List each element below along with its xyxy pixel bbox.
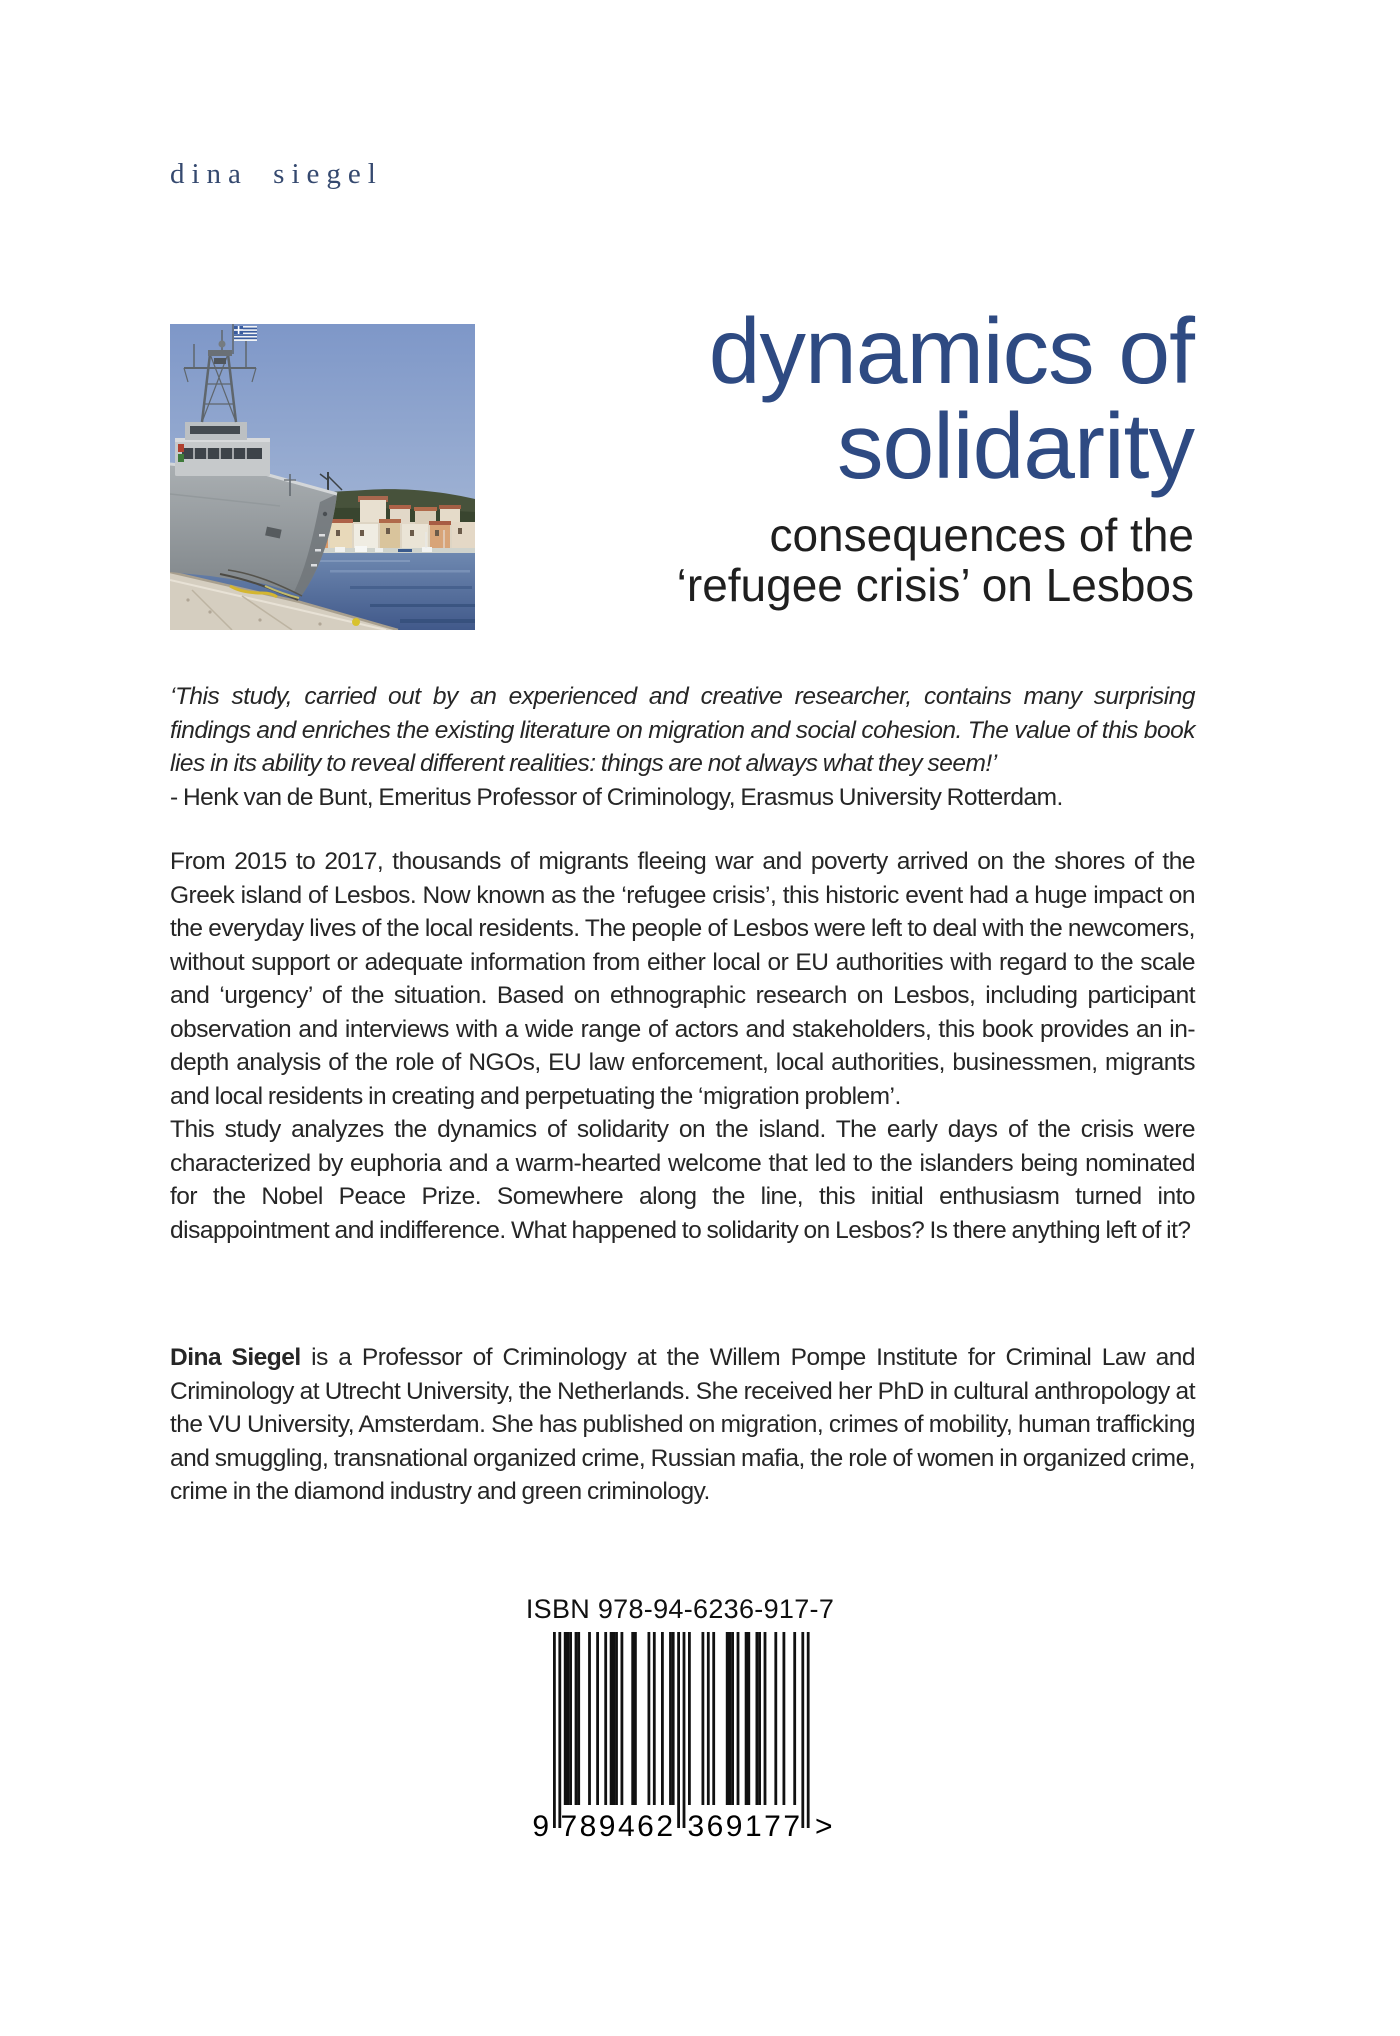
author-bio [170, 1341, 1195, 1509]
subtitle-line-2: ‘refugee crisis’ on Lesbos [676, 559, 1194, 611]
synopsis [170, 845, 1195, 1247]
synopsis-para-2: This study analyzes the dynamics of solidarity on the island. The early days of the crisis were characterized by euphoria and a warm-hearted welcome that led to the islanders being nominated for the Nobel Peace Prize. Somewhere along the line, this initial enthusiasm turned into disappointment and indifference. What happened to solidarity on Lesbos? Is there anything left of it? [170, 1116, 1195, 1244]
ean13-barcode [513, 1630, 847, 1840]
review-quote [170, 680, 1195, 814]
author-bio-paragraph [170, 1341, 1195, 1509]
book-title [708, 299, 1194, 498]
quote-text: ‘This study, carried out by an experienced and creative researcher, contains many surprising findings and enriches the existing literature on migration and social cohesion. The value of this book lies in its ability to reveal different realities: things are not always what they seem!’ [170, 683, 1195, 777]
svg-text:9: 9 [532, 1810, 549, 1840]
title-line-2: solidarity [837, 394, 1194, 498]
author-name: dina siegel [170, 158, 383, 190]
author-bio-text: is a Professor of Criminology at the Willem Pompe Institute for Criminal Law and Criminology at Utrecht University, the Netherlands. She received her PhD in cultural anthropology at the VU University, Amsterdam. She has published on migration, crimes of mobility, human trafficking and smuggling, transnational organized crime, Russian mafia, the role of women in organized crime, crime in the diamond industry and green criminology. [170, 1344, 1195, 1505]
title-line-1: dynamics of [708, 299, 1194, 403]
isbn-label: ISBN 978-94-6236-917-7 [525, 1594, 835, 1624]
svg-text:>: > [815, 1810, 833, 1840]
book-subtitle [677, 510, 1194, 610]
harbor-ship-photo [170, 324, 475, 630]
author-bio-name: Dina Siegel [170, 1344, 301, 1371]
subtitle-line-1: consequences of the [769, 509, 1194, 561]
quote-attribution: - Henk van de Bunt, Emeritus Professor of Criminology, Erasmus University Rotterdam. [170, 783, 1063, 811]
svg-text:369177: 369177 [687, 1810, 803, 1840]
synopsis-para-1: From 2015 to 2017, thousands of migrants fleeing war and poverty arrived on the shores of the Greek island of Lesbos. Now known as the ‘refugee crisis’, this historic event had a huge impact on the everyday lives of the local residents. The people of Lesbos were left to deal with the newcomers, without support or adequate information from either local or EU authorities with regard to the scale and ‘urgency’ of the situation. Based on ethnographic research on Lesbos, including participant observation and interviews with a wide range of actors and stakeholders, this book provides an in-depth analysis of the role of NGOs, EU law enforcement, local authorities, businessmen, migrants and local residents in creating and perpetuating the ‘migration problem’. [170, 848, 1195, 1110]
svg-text:789462: 789462 [560, 1810, 676, 1840]
harbor-ship-photo-svg [170, 324, 475, 630]
